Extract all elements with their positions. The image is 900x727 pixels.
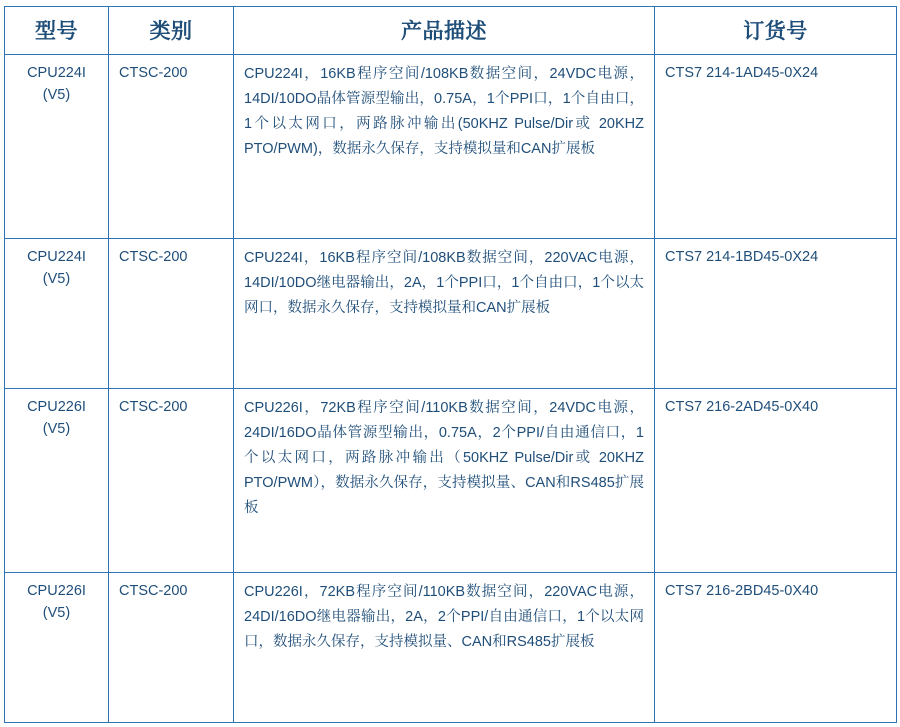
- cell-order-number: CTS7 216-2BD45-0X40: [655, 573, 897, 723]
- model-name: CPU226I: [27, 399, 86, 415]
- model-version: (V5): [42, 87, 71, 104]
- model-version: (V5): [42, 605, 71, 622]
- cell-model: [5, 389, 109, 573]
- column-header-description: 产品描述: [234, 7, 655, 55]
- column-header-category: 类别: [109, 7, 234, 55]
- model-name: CPU226I: [27, 583, 86, 599]
- model-name: CPU224I: [27, 249, 86, 265]
- model-name: CPU224I: [27, 65, 86, 81]
- table-header: [5, 7, 897, 55]
- column-header-model: 型号: [5, 7, 109, 55]
- cell-order-number: CTS7 216-2AD45-0X40: [655, 389, 897, 573]
- cell-description: CPU224I，16KB程序空间/108KB数据空间，24VDC电源，14DI/10DO晶体管源型输出，0.75A，1个PPI口，1个自由口，1个以太网口，两路脉冲输出(50KHZ Pulse/Dir或 20KHZ PTO/PWM)，数据永久保存，支持模拟量和CAN扩展板: [234, 55, 655, 239]
- cell-description: CPU226I，72KB程序空间/110KB数据空间，24VDC电源，24DI/16DO晶体管源型输出，0.75A，2个PPI/自由通信口，1个以太网口，两路脉冲输出（50KHZ Pulse/Dir或 20KHZ PTO/PWM），数据永久保存，支持模拟量、CAN和RS485扩展板: [234, 389, 655, 573]
- table-header-row: [5, 7, 897, 55]
- table-row: [5, 389, 897, 573]
- model-version: (V5): [42, 421, 71, 438]
- column-header-order-number: 订货号: [655, 7, 897, 55]
- cell-category: CTSC-200: [109, 573, 234, 723]
- cell-description: CPU226I，72KB程序空间/110KB数据空间，220VAC电源，24DI/16DO继电器输出，2A，2个PPI/自由通信口，1个以太网口，数据永久保存，支持模拟量、CAN和RS485扩展板: [234, 573, 655, 723]
- cell-model: [5, 573, 109, 723]
- cell-order-number: CTS7 214-1BD45-0X24: [655, 239, 897, 389]
- table-row: [5, 239, 897, 389]
- model-version: (V5): [42, 271, 71, 288]
- table-body: [5, 55, 897, 723]
- cell-category: CTSC-200: [109, 239, 234, 389]
- cell-order-number: CTS7 214-1AD45-0X24: [655, 55, 897, 239]
- cell-model: [5, 55, 109, 239]
- cell-description: CPU224I，16KB程序空间/108KB数据空间，220VAC电源，14DI/10DO继电器输出，2A，1个PPI口，1个自由口，1个以太网口，数据永久保存，支持模拟量和CAN扩展板: [234, 239, 655, 389]
- table-row: [5, 55, 897, 239]
- cell-category: CTSC-200: [109, 55, 234, 239]
- cell-model: [5, 239, 109, 389]
- product-table: [4, 6, 897, 723]
- cell-category: CTSC-200: [109, 389, 234, 573]
- table-row: [5, 573, 897, 723]
